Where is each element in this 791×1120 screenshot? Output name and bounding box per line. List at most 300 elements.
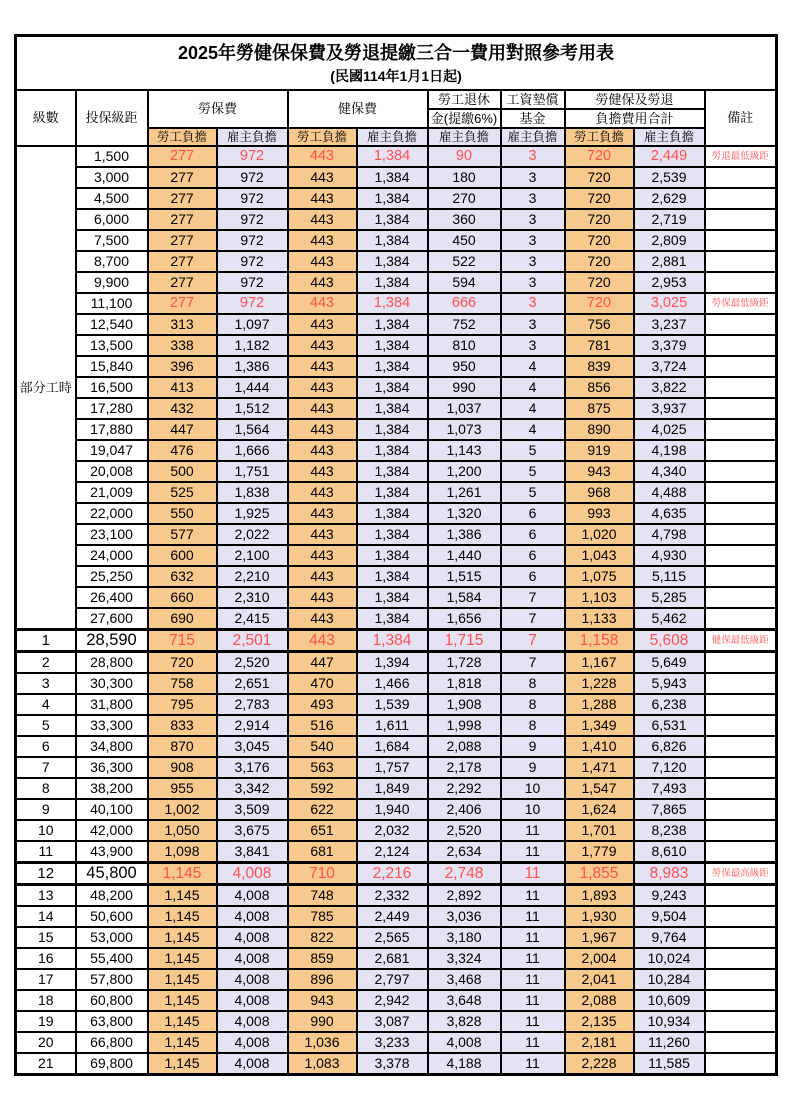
cell-labor-employee: 277 xyxy=(148,167,217,188)
bracket-cell: 16,500 xyxy=(76,377,148,398)
col-header-total-line1: 勞健保及勞退 xyxy=(565,90,705,109)
cell-labor-employer: 4,008 xyxy=(217,1053,288,1075)
bracket-cell: 63,800 xyxy=(76,1011,148,1032)
table-row xyxy=(16,356,777,377)
cell-health-employee: 748 xyxy=(288,884,357,906)
cell-health-employer: 2,797 xyxy=(357,969,428,990)
remark-cell xyxy=(705,694,777,715)
cell-pension-employer: 594 xyxy=(428,272,501,293)
col-header-health-insurance: 健保費 xyxy=(288,90,428,128)
bracket-cell: 53,000 xyxy=(76,927,148,948)
cell-fund-employer: 7 xyxy=(501,651,565,673)
table-row xyxy=(16,398,777,419)
cell-pension-employer: 3,324 xyxy=(428,948,501,969)
cell-labor-employer: 972 xyxy=(217,209,288,230)
subheader-labor-employee: 勞工負擔 xyxy=(148,128,217,146)
cell-labor-employee: 277 xyxy=(148,272,217,293)
cell-labor-employee: 1,098 xyxy=(148,841,217,863)
cell-total-employee: 1,020 xyxy=(565,524,634,545)
remark-cell xyxy=(705,820,777,841)
subheader-health-employer: 雇主負擔 xyxy=(357,128,428,146)
remark-cell xyxy=(705,608,777,630)
cell-labor-employer: 972 xyxy=(217,188,288,209)
level-cell: 17 xyxy=(16,969,76,990)
cell-labor-employer: 4,008 xyxy=(217,906,288,927)
remark-cell xyxy=(705,1032,777,1053)
cell-labor-employer: 4,008 xyxy=(217,1032,288,1053)
cell-total-employee: 720 xyxy=(565,188,634,209)
cell-fund-employer: 7 xyxy=(501,587,565,608)
cell-fund-employer: 3 xyxy=(501,272,565,293)
cell-total-employer: 3,237 xyxy=(634,314,705,335)
cell-labor-employer: 972 xyxy=(217,230,288,251)
table-row xyxy=(16,482,777,503)
cell-pension-employer: 360 xyxy=(428,209,501,230)
cell-labor-employee: 690 xyxy=(148,608,217,630)
cell-health-employer: 1,384 xyxy=(357,209,428,230)
remark-cell xyxy=(705,230,777,251)
cell-total-employee: 720 xyxy=(565,146,634,167)
cell-health-employee: 1,036 xyxy=(288,1032,357,1053)
remark-cell xyxy=(705,251,777,272)
cell-labor-employee: 1,145 xyxy=(148,884,217,906)
cell-fund-employer: 11 xyxy=(501,884,565,906)
cell-fund-employer: 10 xyxy=(501,799,565,820)
cell-pension-employer: 270 xyxy=(428,188,501,209)
cell-pension-employer: 2,178 xyxy=(428,757,501,778)
table-row xyxy=(16,715,777,736)
cell-health-employer: 2,032 xyxy=(357,820,428,841)
col-header-remark: 備註 xyxy=(705,90,777,146)
remark-cell: 健保最低級距 xyxy=(705,629,777,651)
table-row xyxy=(16,736,777,757)
cell-fund-employer: 8 xyxy=(501,715,565,736)
cell-health-employee: 1,083 xyxy=(288,1053,357,1075)
cell-labor-employee: 758 xyxy=(148,673,217,694)
cell-fund-employer: 3 xyxy=(501,230,565,251)
remark-cell xyxy=(705,209,777,230)
remark-cell xyxy=(705,969,777,990)
remark-cell xyxy=(705,356,777,377)
table-row xyxy=(16,927,777,948)
header-row-1 xyxy=(16,90,777,109)
remark-cell xyxy=(705,736,777,757)
cell-health-employer: 1,384 xyxy=(357,230,428,251)
cell-labor-employee: 908 xyxy=(148,757,217,778)
level-cell: 9 xyxy=(16,799,76,820)
cell-total-employer: 2,539 xyxy=(634,167,705,188)
cell-health-employee: 563 xyxy=(288,757,357,778)
cell-health-employer: 3,378 xyxy=(357,1053,428,1075)
cell-total-employer: 6,531 xyxy=(634,715,705,736)
page-title: 2025年勞健保保費及勞退提繳三合一費用對照參考用表 xyxy=(178,42,615,63)
bracket-cell: 19,047 xyxy=(76,440,148,461)
cell-pension-employer: 2,088 xyxy=(428,736,501,757)
cell-pension-employer: 180 xyxy=(428,167,501,188)
cell-health-employer: 1,384 xyxy=(357,167,428,188)
title-block xyxy=(16,36,777,90)
cell-total-employer: 5,115 xyxy=(634,566,705,587)
table-row xyxy=(16,841,777,863)
cell-total-employee: 720 xyxy=(565,251,634,272)
cell-health-employer: 2,332 xyxy=(357,884,428,906)
table-row xyxy=(16,673,777,694)
bracket-cell: 40,100 xyxy=(76,799,148,820)
table-row xyxy=(16,524,777,545)
level-cell: 8 xyxy=(16,778,76,799)
bracket-cell: 60,800 xyxy=(76,990,148,1011)
bracket-cell: 48,200 xyxy=(76,884,148,906)
cell-total-employer: 5,608 xyxy=(634,629,705,651)
cell-total-employer: 2,629 xyxy=(634,188,705,209)
cell-health-employer: 1,539 xyxy=(357,694,428,715)
cell-health-employer: 1,384 xyxy=(357,524,428,545)
cell-total-employer: 11,585 xyxy=(634,1053,705,1075)
cell-health-employer: 2,565 xyxy=(357,927,428,948)
cell-fund-employer: 4 xyxy=(501,377,565,398)
cell-total-employee: 1,779 xyxy=(565,841,634,863)
cell-labor-employer: 2,022 xyxy=(217,524,288,545)
cell-total-employee: 2,228 xyxy=(565,1053,634,1075)
cell-health-employer: 1,384 xyxy=(357,629,428,651)
cell-labor-employee: 1,145 xyxy=(148,862,217,884)
cell-labor-employer: 1,444 xyxy=(217,377,288,398)
cell-total-employer: 5,462 xyxy=(634,608,705,630)
cell-total-employee: 1,349 xyxy=(565,715,634,736)
cell-labor-employer: 4,008 xyxy=(217,990,288,1011)
cell-labor-employee: 1,145 xyxy=(148,969,217,990)
cell-total-employer: 4,198 xyxy=(634,440,705,461)
col-header-level: 級數 xyxy=(16,90,76,146)
cell-pension-employer: 522 xyxy=(428,251,501,272)
bracket-cell: 20,008 xyxy=(76,461,148,482)
table-row xyxy=(16,566,777,587)
cell-labor-employee: 432 xyxy=(148,398,217,419)
cell-labor-employee: 632 xyxy=(148,566,217,587)
cell-health-employee: 443 xyxy=(288,629,357,651)
cell-pension-employer: 1,320 xyxy=(428,503,501,524)
cell-labor-employee: 447 xyxy=(148,419,217,440)
cell-labor-employee: 277 xyxy=(148,230,217,251)
cell-total-employee: 1,158 xyxy=(565,629,634,651)
bracket-cell: 30,300 xyxy=(76,673,148,694)
cell-health-employee: 443 xyxy=(288,524,357,545)
cell-health-employer: 1,384 xyxy=(357,461,428,482)
cell-labor-employee: 277 xyxy=(148,146,217,167)
cell-pension-employer: 4,188 xyxy=(428,1053,501,1075)
cell-fund-employer: 10 xyxy=(501,778,565,799)
remark-cell xyxy=(705,1011,777,1032)
cell-pension-employer: 90 xyxy=(428,146,501,167)
remark-cell xyxy=(705,524,777,545)
cell-total-employer: 2,953 xyxy=(634,272,705,293)
cell-health-employee: 516 xyxy=(288,715,357,736)
subheader-pension-employer: 雇主負擔 xyxy=(428,128,501,146)
cell-pension-employer: 2,406 xyxy=(428,799,501,820)
cell-fund-employer: 6 xyxy=(501,524,565,545)
table-row xyxy=(16,820,777,841)
cell-labor-employee: 1,050 xyxy=(148,820,217,841)
remark-cell xyxy=(705,841,777,863)
cell-total-employee: 1,288 xyxy=(565,694,634,715)
bracket-cell: 33,300 xyxy=(76,715,148,736)
cell-labor-employer: 972 xyxy=(217,293,288,314)
cell-total-employee: 1,624 xyxy=(565,799,634,820)
bracket-cell: 23,100 xyxy=(76,524,148,545)
cell-labor-employee: 577 xyxy=(148,524,217,545)
cell-health-employer: 1,384 xyxy=(357,482,428,503)
cell-total-employer: 3,724 xyxy=(634,356,705,377)
level-cell: 11 xyxy=(16,841,76,863)
cell-total-employee: 1,103 xyxy=(565,587,634,608)
cell-total-employer: 4,340 xyxy=(634,461,705,482)
table-row xyxy=(16,587,777,608)
remark-cell xyxy=(705,673,777,694)
cell-labor-employee: 1,145 xyxy=(148,1053,217,1075)
cell-health-employee: 443 xyxy=(288,503,357,524)
cell-total-employer: 2,881 xyxy=(634,251,705,272)
cell-fund-employer: 5 xyxy=(501,440,565,461)
cell-total-employer: 10,024 xyxy=(634,948,705,969)
cell-health-employer: 1,384 xyxy=(357,503,428,524)
cell-total-employer: 2,719 xyxy=(634,209,705,230)
cell-labor-employee: 955 xyxy=(148,778,217,799)
cell-labor-employee: 277 xyxy=(148,293,217,314)
cell-health-employer: 1,384 xyxy=(357,293,428,314)
cell-labor-employer: 4,008 xyxy=(217,1011,288,1032)
cell-total-employer: 6,238 xyxy=(634,694,705,715)
cell-health-employer: 1,384 xyxy=(357,188,428,209)
level-cell: 18 xyxy=(16,990,76,1011)
cell-fund-employer: 7 xyxy=(501,629,565,651)
bracket-cell: 24,000 xyxy=(76,545,148,566)
cell-total-employee: 2,181 xyxy=(565,1032,634,1053)
cell-total-employer: 5,649 xyxy=(634,651,705,673)
cell-total-employer: 10,609 xyxy=(634,990,705,1011)
cell-total-employee: 1,547 xyxy=(565,778,634,799)
cell-total-employer: 3,937 xyxy=(634,398,705,419)
cell-labor-employee: 476 xyxy=(148,440,217,461)
subheader-total-employer: 雇主負擔 xyxy=(634,128,705,146)
cell-labor-employer: 2,783 xyxy=(217,694,288,715)
cell-fund-employer: 8 xyxy=(501,673,565,694)
cell-labor-employee: 500 xyxy=(148,461,217,482)
table-row xyxy=(16,209,777,230)
cell-total-employer: 9,243 xyxy=(634,884,705,906)
table-row xyxy=(16,608,777,630)
level-cell: 21 xyxy=(16,1053,76,1075)
cell-labor-employee: 396 xyxy=(148,356,217,377)
cell-total-employer: 10,284 xyxy=(634,969,705,990)
cell-total-employee: 2,135 xyxy=(565,1011,634,1032)
cell-fund-employer: 3 xyxy=(501,209,565,230)
cell-health-employee: 443 xyxy=(288,335,357,356)
cell-total-employee: 1,967 xyxy=(565,927,634,948)
remark-cell: 勞保最低級距 xyxy=(705,293,777,314)
remark-cell xyxy=(705,377,777,398)
bracket-cell: 38,200 xyxy=(76,778,148,799)
cell-labor-employer: 4,008 xyxy=(217,927,288,948)
cell-health-employer: 1,384 xyxy=(357,608,428,630)
bracket-cell: 11,100 xyxy=(76,293,148,314)
cell-labor-employee: 870 xyxy=(148,736,217,757)
remark-cell xyxy=(705,440,777,461)
remark-cell: 勞退最低級距 xyxy=(705,146,777,167)
cell-labor-employee: 600 xyxy=(148,545,217,566)
cell-health-employee: 470 xyxy=(288,673,357,694)
table-row xyxy=(16,293,777,314)
cell-pension-employer: 1,037 xyxy=(428,398,501,419)
cell-total-employee: 1,471 xyxy=(565,757,634,778)
cell-health-employee: 443 xyxy=(288,146,357,167)
table-row xyxy=(16,862,777,884)
bracket-cell: 21,009 xyxy=(76,482,148,503)
cell-total-employee: 839 xyxy=(565,356,634,377)
cell-total-employee: 2,004 xyxy=(565,948,634,969)
cell-health-employee: 443 xyxy=(288,587,357,608)
remark-cell xyxy=(705,778,777,799)
bracket-cell: 9,900 xyxy=(76,272,148,293)
remark-cell xyxy=(705,314,777,335)
cell-health-employee: 443 xyxy=(288,482,357,503)
cell-health-employee: 681 xyxy=(288,841,357,863)
cell-health-employee: 896 xyxy=(288,969,357,990)
remark-cell xyxy=(705,482,777,503)
level-cell: 19 xyxy=(16,1011,76,1032)
cell-total-employee: 2,088 xyxy=(565,990,634,1011)
cell-health-employee: 443 xyxy=(288,167,357,188)
cell-fund-employer: 9 xyxy=(501,736,565,757)
cell-total-employer: 5,285 xyxy=(634,587,705,608)
table-row xyxy=(16,146,777,167)
col-header-fund-line2: 基金 xyxy=(501,109,565,128)
cell-health-employee: 443 xyxy=(288,398,357,419)
cell-fund-employer: 5 xyxy=(501,482,565,503)
cell-total-employer: 7,865 xyxy=(634,799,705,820)
cell-health-employer: 1,384 xyxy=(357,398,428,419)
cell-health-employer: 3,087 xyxy=(357,1011,428,1032)
cell-labor-employer: 4,008 xyxy=(217,862,288,884)
cell-health-employer: 1,940 xyxy=(357,799,428,820)
cell-labor-employer: 1,838 xyxy=(217,482,288,503)
table-row xyxy=(16,377,777,398)
cell-fund-employer: 6 xyxy=(501,566,565,587)
cell-labor-employee: 1,145 xyxy=(148,1011,217,1032)
remark-cell xyxy=(705,188,777,209)
table-row xyxy=(16,651,777,673)
cell-labor-employer: 2,651 xyxy=(217,673,288,694)
cell-health-employer: 2,942 xyxy=(357,990,428,1011)
remark-cell xyxy=(705,398,777,419)
cell-pension-employer: 3,828 xyxy=(428,1011,501,1032)
cell-health-employee: 592 xyxy=(288,778,357,799)
cell-health-employee: 443 xyxy=(288,251,357,272)
col-header-total-line2: 負擔費用合計 xyxy=(565,109,705,128)
table-row xyxy=(16,251,777,272)
bracket-cell: 57,800 xyxy=(76,969,148,990)
level-cell: 1 xyxy=(16,629,76,651)
bracket-cell: 42,000 xyxy=(76,820,148,841)
table-row xyxy=(16,1032,777,1053)
table-row xyxy=(16,461,777,482)
cell-pension-employer: 450 xyxy=(428,230,501,251)
cell-fund-employer: 11 xyxy=(501,1011,565,1032)
cell-health-employer: 3,233 xyxy=(357,1032,428,1053)
cell-health-employer: 1,684 xyxy=(357,736,428,757)
cell-fund-employer: 11 xyxy=(501,906,565,927)
cell-labor-employer: 2,310 xyxy=(217,587,288,608)
bracket-cell: 28,800 xyxy=(76,651,148,673)
cell-fund-employer: 3 xyxy=(501,251,565,272)
cell-health-employer: 2,124 xyxy=(357,841,428,863)
cell-health-employee: 447 xyxy=(288,651,357,673)
cell-labor-employer: 2,501 xyxy=(217,629,288,651)
cell-total-employee: 781 xyxy=(565,335,634,356)
level-cell: 7 xyxy=(16,757,76,778)
cell-health-employer: 1,384 xyxy=(357,587,428,608)
cell-labor-employer: 3,176 xyxy=(217,757,288,778)
cell-total-employee: 968 xyxy=(565,482,634,503)
cell-health-employee: 443 xyxy=(288,419,357,440)
cell-fund-employer: 11 xyxy=(501,990,565,1011)
level-cell-part-time: 部分工時 xyxy=(16,146,76,630)
cell-total-employee: 1,075 xyxy=(565,566,634,587)
cell-fund-employer: 4 xyxy=(501,356,565,377)
cell-total-employee: 1,701 xyxy=(565,820,634,841)
cell-labor-employer: 2,210 xyxy=(217,566,288,587)
cell-health-employee: 443 xyxy=(288,230,357,251)
remark-cell xyxy=(705,587,777,608)
cell-pension-employer: 2,292 xyxy=(428,778,501,799)
cell-health-employer: 1,394 xyxy=(357,651,428,673)
cell-labor-employer: 972 xyxy=(217,167,288,188)
cell-total-employer: 9,764 xyxy=(634,927,705,948)
cell-labor-employer: 3,675 xyxy=(217,820,288,841)
cell-total-employer: 10,934 xyxy=(634,1011,705,1032)
premium-reference-table xyxy=(14,34,778,1076)
cell-health-employee: 443 xyxy=(288,545,357,566)
bracket-cell: 13,500 xyxy=(76,335,148,356)
cell-total-employer: 8,983 xyxy=(634,862,705,884)
table-row xyxy=(16,188,777,209)
bracket-cell: 36,300 xyxy=(76,757,148,778)
remark-cell xyxy=(705,545,777,566)
cell-pension-employer: 2,634 xyxy=(428,841,501,863)
cell-pension-employer: 1,818 xyxy=(428,673,501,694)
cell-fund-employer: 11 xyxy=(501,948,565,969)
cell-labor-employer: 3,841 xyxy=(217,841,288,863)
table-row xyxy=(16,969,777,990)
cell-health-employee: 443 xyxy=(288,188,357,209)
table-row xyxy=(16,906,777,927)
cell-health-employer: 2,216 xyxy=(357,862,428,884)
cell-labor-employee: 1,145 xyxy=(148,990,217,1011)
cell-health-employer: 1,384 xyxy=(357,356,428,377)
cell-pension-employer: 1,998 xyxy=(428,715,501,736)
cell-labor-employer: 1,386 xyxy=(217,356,288,377)
cell-pension-employer: 666 xyxy=(428,293,501,314)
table-row xyxy=(16,799,777,820)
cell-labor-employer: 4,008 xyxy=(217,948,288,969)
table-row xyxy=(16,545,777,566)
cell-health-employee: 943 xyxy=(288,990,357,1011)
cell-pension-employer: 1,715 xyxy=(428,629,501,651)
cell-fund-employer: 3 xyxy=(501,188,565,209)
table-body xyxy=(16,146,777,1075)
cell-labor-employer: 3,342 xyxy=(217,778,288,799)
cell-labor-employer: 1,666 xyxy=(217,440,288,461)
cell-labor-employee: 525 xyxy=(148,482,217,503)
